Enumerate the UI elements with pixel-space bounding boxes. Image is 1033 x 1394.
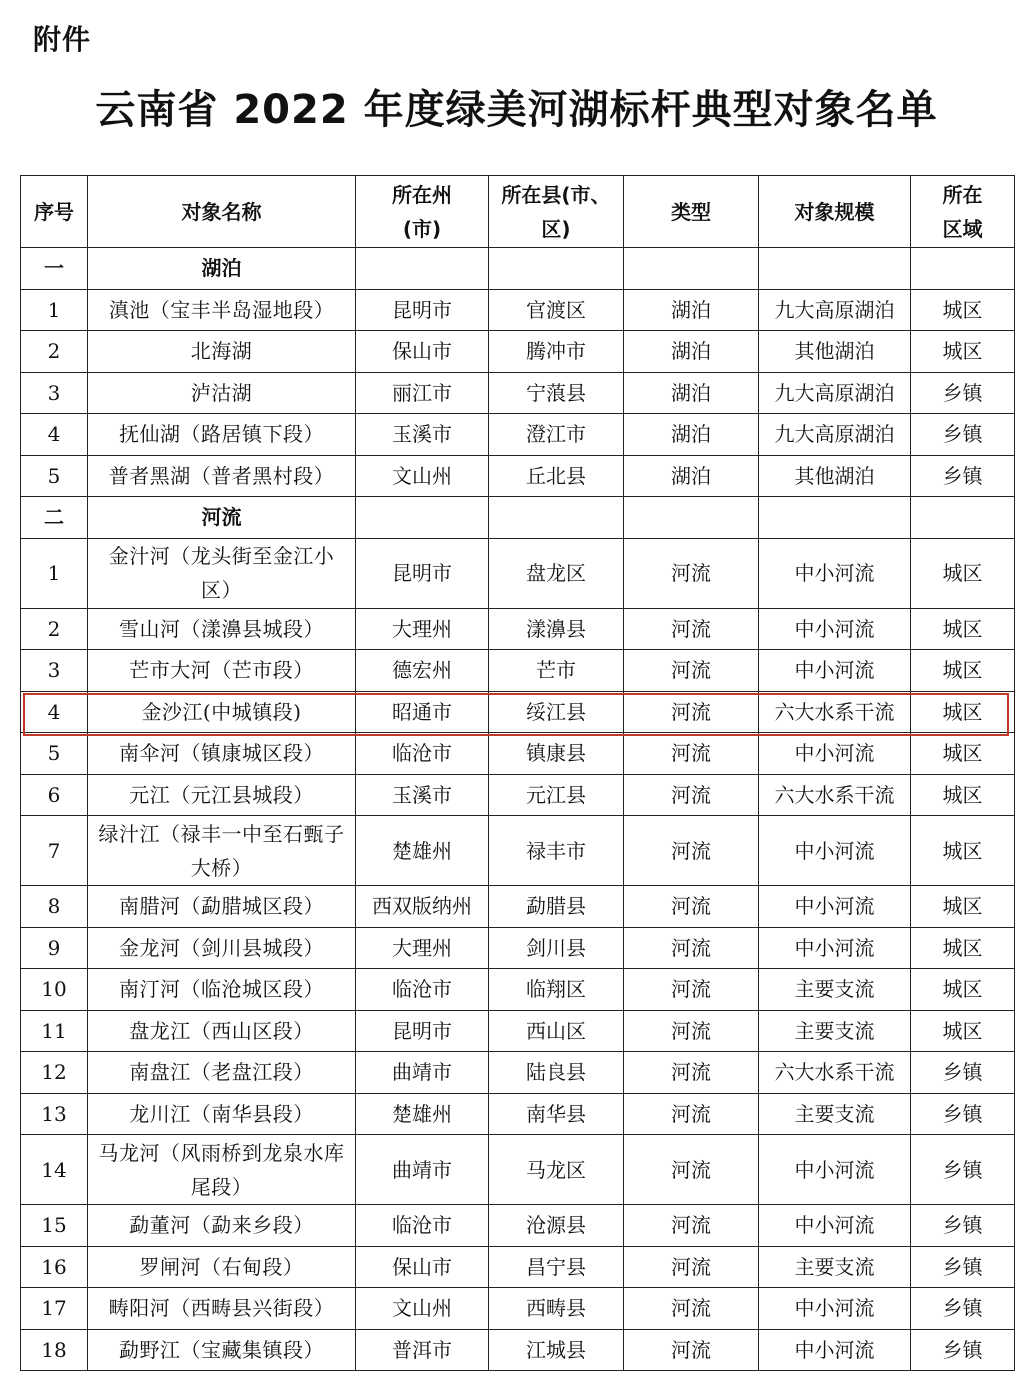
cell-object-name: 抚仙湖（路居镇下段） bbox=[88, 414, 356, 456]
cell-city: 保山市 bbox=[356, 331, 489, 373]
cell-serial: 12 bbox=[21, 1052, 88, 1094]
cell-scale: 主要支流 bbox=[759, 1246, 911, 1288]
cell-city: 临沧市 bbox=[356, 969, 489, 1011]
table-row bbox=[21, 608, 1015, 650]
cell-type: 河流 bbox=[624, 650, 759, 692]
table-row bbox=[21, 538, 1015, 608]
cell-serial: 2 bbox=[21, 608, 88, 650]
cell-serial: 16 bbox=[21, 1246, 88, 1288]
cell-county: 元江县 bbox=[489, 774, 624, 816]
header-city: 所在州(市) bbox=[356, 176, 489, 248]
header-scale: 对象规模 bbox=[759, 176, 911, 248]
cell-city: 昭通市 bbox=[356, 691, 489, 733]
cell-area: 城区 bbox=[911, 331, 1015, 373]
cell-area: 城区 bbox=[911, 774, 1015, 816]
cell-type: 河流 bbox=[624, 1010, 759, 1052]
cell-area: 乡镇 bbox=[911, 1093, 1015, 1135]
cell-city: 临沧市 bbox=[356, 733, 489, 775]
empty-cell bbox=[356, 248, 489, 290]
cell-area: 城区 bbox=[911, 538, 1015, 608]
cell-scale: 中小河流 bbox=[759, 1288, 911, 1330]
cell-object-name: 南伞河（镇康城区段） bbox=[88, 733, 356, 775]
cell-serial: 5 bbox=[21, 455, 88, 497]
cell-city: 文山州 bbox=[356, 455, 489, 497]
cell-area: 乡镇 bbox=[911, 1052, 1015, 1094]
cell-city: 临沧市 bbox=[356, 1205, 489, 1247]
table-row bbox=[21, 969, 1015, 1011]
cell-area: 乡镇 bbox=[911, 1135, 1015, 1205]
cell-type: 湖泊 bbox=[624, 455, 759, 497]
cell-area: 城区 bbox=[911, 733, 1015, 775]
cell-type: 河流 bbox=[624, 816, 759, 886]
cell-area: 乡镇 bbox=[911, 1205, 1015, 1247]
cell-serial: 11 bbox=[21, 1010, 88, 1052]
cell-serial: 6 bbox=[21, 774, 88, 816]
table-row bbox=[21, 455, 1015, 497]
cell-type: 河流 bbox=[624, 691, 759, 733]
cell-object-name: 金汁河（龙头街至金江小区） bbox=[88, 538, 356, 608]
cell-scale: 其他湖泊 bbox=[759, 455, 911, 497]
table-row bbox=[21, 1246, 1015, 1288]
section-row bbox=[21, 248, 1015, 290]
cell-city: 昆明市 bbox=[356, 1010, 489, 1052]
empty-cell bbox=[911, 497, 1015, 539]
cell-object-name: 罗闸河（右甸段） bbox=[88, 1246, 356, 1288]
section-label: 湖泊 bbox=[88, 248, 356, 290]
header-row bbox=[21, 176, 1015, 248]
cell-serial: 7 bbox=[21, 816, 88, 886]
cell-area: 乡镇 bbox=[911, 372, 1015, 414]
cell-area: 城区 bbox=[911, 927, 1015, 969]
cell-county: 禄丰市 bbox=[489, 816, 624, 886]
cell-scale: 中小河流 bbox=[759, 886, 911, 928]
cell-city: 昆明市 bbox=[356, 538, 489, 608]
cell-serial: 10 bbox=[21, 969, 88, 1011]
cell-city: 昆明市 bbox=[356, 289, 489, 331]
cell-object-name: 龙川江（南华县段） bbox=[88, 1093, 356, 1135]
cell-city: 大理州 bbox=[356, 927, 489, 969]
table-row bbox=[21, 331, 1015, 373]
cell-scale: 九大高原湖泊 bbox=[759, 414, 911, 456]
table-row bbox=[21, 1329, 1015, 1371]
section-index: 二 bbox=[21, 497, 88, 539]
cell-city: 保山市 bbox=[356, 1246, 489, 1288]
cell-scale: 六大水系干流 bbox=[759, 691, 911, 733]
cell-serial: 2 bbox=[21, 331, 88, 373]
cell-object-name: 畴阳河（西畴县兴街段） bbox=[88, 1288, 356, 1330]
cell-city: 楚雄州 bbox=[356, 816, 489, 886]
table-row bbox=[21, 691, 1015, 733]
cell-city: 楚雄州 bbox=[356, 1093, 489, 1135]
cell-city: 大理州 bbox=[356, 608, 489, 650]
cell-serial: 8 bbox=[21, 886, 88, 928]
cell-object-name: 南汀河（临沧城区段） bbox=[88, 969, 356, 1011]
cell-area: 城区 bbox=[911, 608, 1015, 650]
cell-scale: 中小河流 bbox=[759, 1329, 911, 1371]
cell-county: 陆良县 bbox=[489, 1052, 624, 1094]
table-row bbox=[21, 414, 1015, 456]
empty-cell bbox=[759, 497, 911, 539]
roster-table bbox=[20, 175, 1015, 1371]
cell-object-name: 普者黑湖（普者黑村段） bbox=[88, 455, 356, 497]
cell-serial: 4 bbox=[21, 691, 88, 733]
cell-serial: 3 bbox=[21, 650, 88, 692]
cell-type: 湖泊 bbox=[624, 331, 759, 373]
cell-city: 文山州 bbox=[356, 1288, 489, 1330]
cell-city: 普洱市 bbox=[356, 1329, 489, 1371]
cell-county: 漾濞县 bbox=[489, 608, 624, 650]
empty-cell bbox=[759, 248, 911, 290]
section-row bbox=[21, 497, 1015, 539]
cell-type: 河流 bbox=[624, 1288, 759, 1330]
cell-serial: 1 bbox=[21, 538, 88, 608]
cell-scale: 主要支流 bbox=[759, 1010, 911, 1052]
cell-area: 城区 bbox=[911, 969, 1015, 1011]
cell-serial: 9 bbox=[21, 927, 88, 969]
cell-type: 河流 bbox=[624, 1205, 759, 1247]
cell-type: 湖泊 bbox=[624, 414, 759, 456]
cell-area: 乡镇 bbox=[911, 1246, 1015, 1288]
empty-cell bbox=[489, 497, 624, 539]
cell-type: 河流 bbox=[624, 733, 759, 775]
cell-county: 澄江市 bbox=[489, 414, 624, 456]
header-serial: 序号 bbox=[21, 176, 88, 248]
cell-type: 河流 bbox=[624, 1135, 759, 1205]
cell-county: 南华县 bbox=[489, 1093, 624, 1135]
cell-city: 西双版纳州 bbox=[356, 886, 489, 928]
cell-area: 城区 bbox=[911, 289, 1015, 331]
cell-serial: 15 bbox=[21, 1205, 88, 1247]
cell-city: 曲靖市 bbox=[356, 1135, 489, 1205]
cell-city: 玉溪市 bbox=[356, 774, 489, 816]
attachment-label: 附件 bbox=[33, 23, 92, 56]
cell-serial: 13 bbox=[21, 1093, 88, 1135]
cell-area: 乡镇 bbox=[911, 1329, 1015, 1371]
cell-object-name: 金龙河（剑川县城段） bbox=[88, 927, 356, 969]
header-type: 类型 bbox=[624, 176, 759, 248]
cell-area: 城区 bbox=[911, 816, 1015, 886]
cell-serial: 18 bbox=[21, 1329, 88, 1371]
cell-object-name: 北海湖 bbox=[88, 331, 356, 373]
cell-county: 江城县 bbox=[489, 1329, 624, 1371]
empty-cell bbox=[356, 497, 489, 539]
cell-scale: 中小河流 bbox=[759, 733, 911, 775]
cell-scale: 中小河流 bbox=[759, 1135, 911, 1205]
cell-county: 芒市 bbox=[489, 650, 624, 692]
cell-object-name: 滇池（宝丰半岛湿地段） bbox=[88, 289, 356, 331]
cell-scale: 主要支流 bbox=[759, 969, 911, 1011]
cell-serial: 17 bbox=[21, 1288, 88, 1330]
cell-scale: 其他湖泊 bbox=[759, 331, 911, 373]
cell-scale: 六大水系干流 bbox=[759, 1052, 911, 1094]
cell-county: 丘北县 bbox=[489, 455, 624, 497]
cell-county: 腾冲市 bbox=[489, 331, 624, 373]
cell-serial: 5 bbox=[21, 733, 88, 775]
cell-serial: 1 bbox=[21, 289, 88, 331]
cell-type: 河流 bbox=[624, 608, 759, 650]
cell-object-name: 马龙河（风雨桥到龙泉水库尾段） bbox=[88, 1135, 356, 1205]
empty-cell bbox=[624, 497, 759, 539]
table-row bbox=[21, 816, 1015, 886]
cell-object-name: 芒市大河（芒市段） bbox=[88, 650, 356, 692]
cell-type: 河流 bbox=[624, 886, 759, 928]
section-index: 一 bbox=[21, 248, 88, 290]
table-row bbox=[21, 289, 1015, 331]
cell-county: 剑川县 bbox=[489, 927, 624, 969]
cell-scale: 九大高原湖泊 bbox=[759, 372, 911, 414]
cell-scale: 中小河流 bbox=[759, 816, 911, 886]
cell-scale: 中小河流 bbox=[759, 608, 911, 650]
table-row bbox=[21, 650, 1015, 692]
cell-county: 镇康县 bbox=[489, 733, 624, 775]
cell-object-name: 泸沽湖 bbox=[88, 372, 356, 414]
cell-object-name: 金沙江(中城镇段) bbox=[88, 691, 356, 733]
cell-city: 德宏州 bbox=[356, 650, 489, 692]
cell-county: 临翔区 bbox=[489, 969, 624, 1011]
cell-scale: 九大高原湖泊 bbox=[759, 289, 911, 331]
cell-scale: 六大水系干流 bbox=[759, 774, 911, 816]
cell-county: 宁蒗县 bbox=[489, 372, 624, 414]
cell-county: 绥江县 bbox=[489, 691, 624, 733]
cell-serial: 4 bbox=[21, 414, 88, 456]
cell-area: 乡镇 bbox=[911, 1288, 1015, 1330]
table-row bbox=[21, 1135, 1015, 1205]
cell-object-name: 南盘江（老盘江段） bbox=[88, 1052, 356, 1094]
cell-type: 河流 bbox=[624, 1052, 759, 1094]
cell-serial: 14 bbox=[21, 1135, 88, 1205]
cell-object-name: 元江（元江县城段） bbox=[88, 774, 356, 816]
table-row bbox=[21, 927, 1015, 969]
table-row bbox=[21, 774, 1015, 816]
document-title: 云南省 2022 年度绿美河湖标杆典型对象名单 bbox=[95, 87, 938, 133]
cell-object-name: 盘龙江（西山区段） bbox=[88, 1010, 356, 1052]
cell-type: 河流 bbox=[624, 927, 759, 969]
cell-scale: 主要支流 bbox=[759, 1093, 911, 1135]
table-row bbox=[21, 733, 1015, 775]
header-area: 所在区域 bbox=[911, 176, 1015, 248]
cell-type: 河流 bbox=[624, 1093, 759, 1135]
cell-area: 乡镇 bbox=[911, 414, 1015, 456]
cell-city: 曲靖市 bbox=[356, 1052, 489, 1094]
cell-type: 河流 bbox=[624, 538, 759, 608]
table-row bbox=[21, 372, 1015, 414]
cell-scale: 中小河流 bbox=[759, 1205, 911, 1247]
table-row bbox=[21, 886, 1015, 928]
cell-scale: 中小河流 bbox=[759, 650, 911, 692]
header-object-name: 对象名称 bbox=[88, 176, 356, 248]
cell-county: 官渡区 bbox=[489, 289, 624, 331]
cell-type: 湖泊 bbox=[624, 289, 759, 331]
cell-type: 河流 bbox=[624, 1329, 759, 1371]
table-row bbox=[21, 1010, 1015, 1052]
cell-area: 城区 bbox=[911, 691, 1015, 733]
cell-type: 河流 bbox=[624, 969, 759, 1011]
cell-type: 湖泊 bbox=[624, 372, 759, 414]
cell-type: 河流 bbox=[624, 1246, 759, 1288]
cell-object-name: 南腊河（勐腊城区段） bbox=[88, 886, 356, 928]
cell-type: 河流 bbox=[624, 774, 759, 816]
cell-county: 昌宁县 bbox=[489, 1246, 624, 1288]
cell-object-name: 勐野江（宝藏集镇段） bbox=[88, 1329, 356, 1371]
cell-county: 盘龙区 bbox=[489, 538, 624, 608]
empty-cell bbox=[489, 248, 624, 290]
cell-county: 西山区 bbox=[489, 1010, 624, 1052]
cell-county: 马龙区 bbox=[489, 1135, 624, 1205]
cell-area: 乡镇 bbox=[911, 455, 1015, 497]
empty-cell bbox=[911, 248, 1015, 290]
cell-county: 西畴县 bbox=[489, 1288, 624, 1330]
header-county: 所在县(市、区) bbox=[489, 176, 624, 248]
cell-scale: 中小河流 bbox=[759, 538, 911, 608]
cell-county: 勐腊县 bbox=[489, 886, 624, 928]
table-row bbox=[21, 1093, 1015, 1135]
cell-county: 沧源县 bbox=[489, 1205, 624, 1247]
cell-area: 城区 bbox=[911, 1010, 1015, 1052]
cell-object-name: 勐董河（勐来乡段） bbox=[88, 1205, 356, 1247]
table-row bbox=[21, 1205, 1015, 1247]
cell-serial: 3 bbox=[21, 372, 88, 414]
cell-city: 丽江市 bbox=[356, 372, 489, 414]
table-row bbox=[21, 1052, 1015, 1094]
empty-cell bbox=[624, 248, 759, 290]
cell-object-name: 雪山河（漾濞县城段） bbox=[88, 608, 356, 650]
cell-area: 城区 bbox=[911, 650, 1015, 692]
cell-scale: 中小河流 bbox=[759, 927, 911, 969]
section-label: 河流 bbox=[88, 497, 356, 539]
cell-object-name: 绿汁江（禄丰一中至石甄子大桥） bbox=[88, 816, 356, 886]
cell-city: 玉溪市 bbox=[356, 414, 489, 456]
cell-area: 城区 bbox=[911, 886, 1015, 928]
table-row bbox=[21, 1288, 1015, 1330]
